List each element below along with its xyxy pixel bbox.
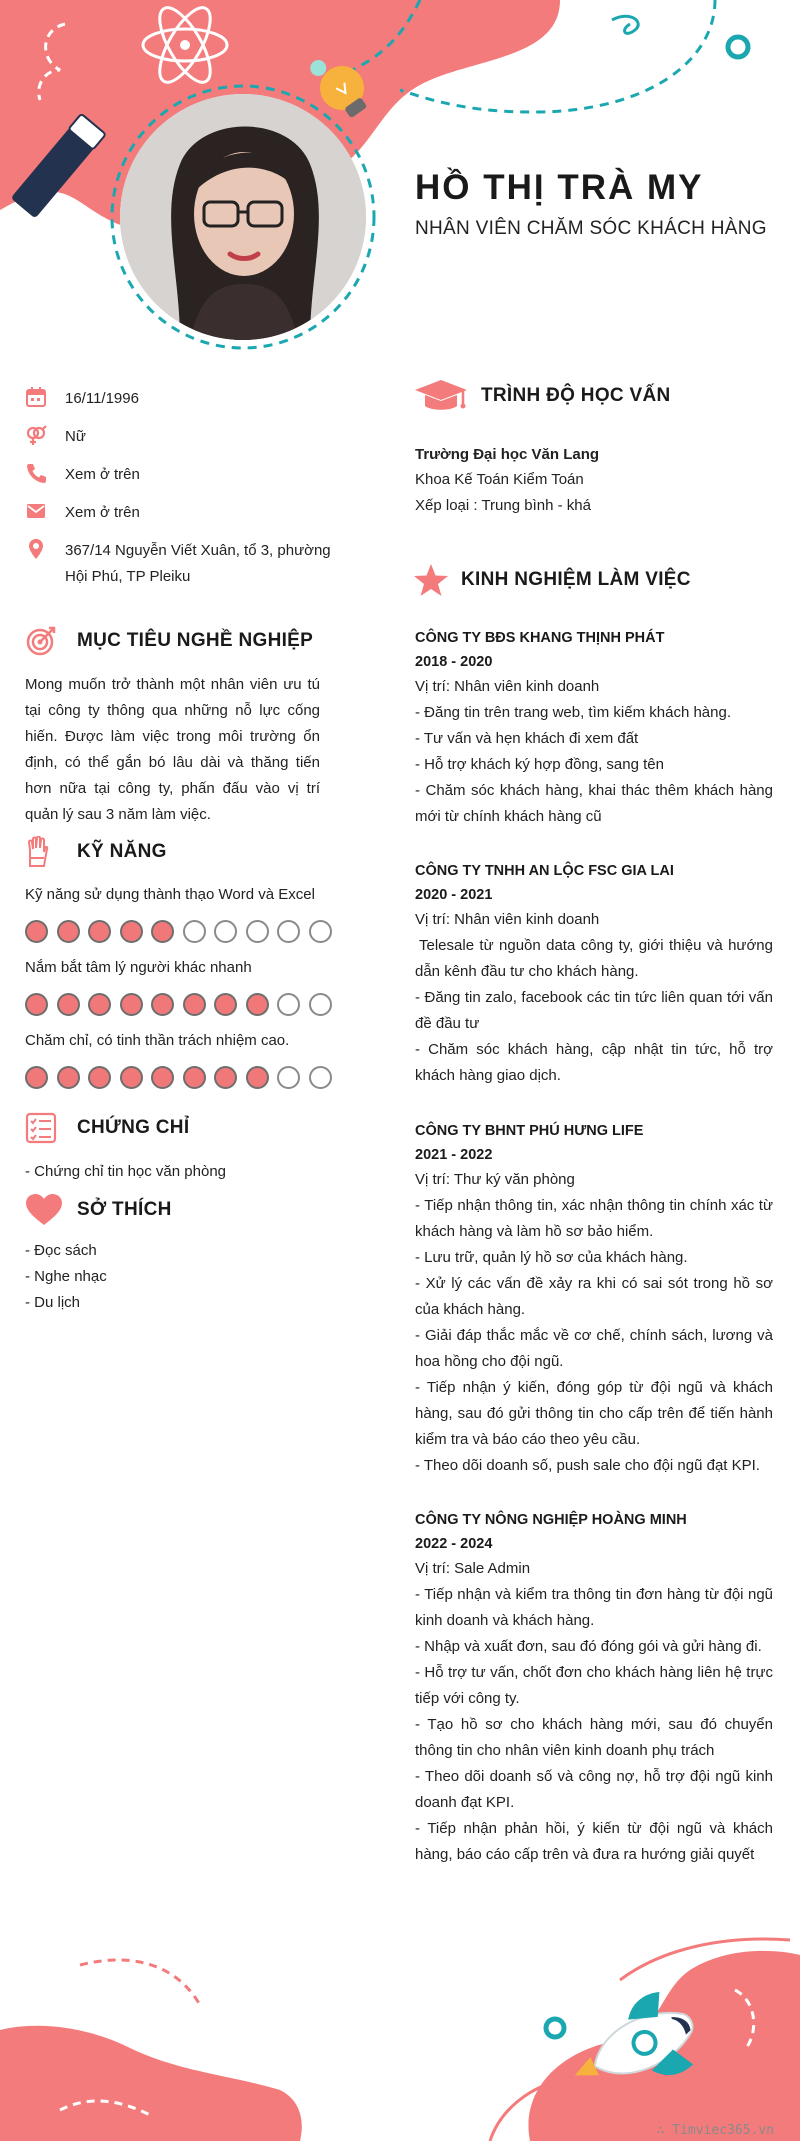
contact-birthday [25,386,335,412]
rating-dot-filled [183,993,206,1016]
skill-rating-2 [25,993,340,1016]
location-icon [25,538,47,560]
job-task: - Đăng tin zalo, facebook các tin tức liên quan tới vấn đề đầu tư [415,989,773,1032]
certificates-heading-text: CHỨNG CHỈ [77,1117,190,1138]
job-task: Telesale từ nguồn data công ty, giới thiệu và hướng dẫn kênh đầu tư cho khách hàng. [415,937,773,980]
watermark-text: Timviec365.vn [672,2123,774,2138]
rating-dot-filled [151,1066,174,1089]
experience-heading-text: KINH NGHIỆM LÀM VIỆC [461,569,691,590]
objective-text: Mong muốn trở thành một nhân viên ưu tú tại công ty thông qua những nỗ lực cống hiến. Được làm việc trong môi trường ổn định, có thể gắn bó lâu dài và thăng tiến hơn nữa tại công ty, phấn đấu vào vị trí quản lý sau 3 năm làm việc. [25,676,320,823]
checklist-icon [25,1112,57,1144]
skill-label-1: Kỹ năng sử dụng thành thạo Word và Excel [25,886,315,903]
education-grade: Xếp loại : Trung bình - khá [415,497,591,514]
rating-dot-filled [120,993,143,1016]
rating-dot-empty [183,920,206,943]
skill-rating-3 [25,1066,340,1089]
job-task: - Tiếp nhận và kiểm tra thông tin đơn hàng từ đội ngũ kinh doanh và khách hàng. [415,1586,773,1629]
job-task: - Hỗ trợ khách ký hợp đồng, sang tên [415,756,664,773]
job-position: Vị trí: Nhân viên kinh doanh [415,911,600,928]
job-task: - Tư vấn và hẹn khách đi xem đất [415,730,639,747]
skill-rating-1 [25,920,340,943]
rating-dot-empty [277,1066,300,1089]
rating-dot-filled [214,993,237,1016]
job-task: - Theo dõi doanh số và công nợ, hỗ trợ đội ngũ kinh doanh đạt KPI. [415,1768,773,1811]
job-position: Vị trí: Sale Admin [415,1560,531,1577]
hobbies-heading [25,1193,172,1227]
certificates-list [25,1159,226,1185]
hobbies-list [25,1238,107,1316]
experience-heading [413,563,691,597]
objective-heading-text: MỤC TIÊU NGHỀ NGHIỆP [77,630,314,651]
hobby-item: - Nghe nhạc [25,1268,107,1285]
job-entry-4 [415,1508,773,1868]
rating-dot-filled [214,1066,237,1089]
education-heading-text: TRÌNH ĐỘ HỌC VẤN [481,385,671,406]
rating-dot-filled [246,1066,269,1089]
skill-label-2: Nắm bắt tâm lý người khác nhanh [25,959,252,976]
rating-dot-filled [88,1066,111,1089]
contact-phone [25,462,335,488]
target-icon [25,625,57,657]
star-icon [413,563,449,597]
rating-dot-empty [309,1066,332,1089]
rating-dot-filled [183,1066,206,1089]
job-task: - Tiếp nhận phản hồi, ý kiến từ đội ngũ và khách hàng, báo cáo cấp trên và đưa ra hướng giải quyết [415,1820,773,1863]
skills-heading-text: KỸ NĂNG [77,841,167,862]
skill-label-3: Chăm chỉ, có tinh thần trách nhiệm cao. [25,1032,290,1049]
email-value: Xem ở trên [65,504,140,521]
hobby-item: - Đọc sách [25,1242,97,1259]
job-task: - Chăm sóc khách hàng, khai thác thêm khách hàng mới từ chính khách hàng cũ [415,782,773,825]
contact-address [25,538,335,590]
certificates-heading [25,1112,189,1144]
job-task: - Xử lý các vấn đề xảy ra khi có sai sót trong hồ sơ của khách hàng. [415,1275,773,1318]
job-task: - Nhập và xuất đơn, sau đó đóng gói và gửi hàng đi. [415,1638,762,1655]
job-task: - Chăm sóc khách hàng, cập nhật tin tức, hỗ trợ khách hàng giao dịch. [415,1041,773,1084]
rating-dot-filled [120,1066,143,1089]
avatar [120,94,366,340]
job-task: - Giải đáp thắc mắc về cơ chế, chính sách, lương và hoa hồng cho đội ngũ. [415,1327,773,1370]
education-major: Khoa Kế Toán Kiểm Toán [415,471,584,488]
hand-icon [25,836,49,868]
rating-dot-filled [246,993,269,1016]
contact-email [25,500,335,526]
hobby-item: - Du lịch [25,1294,81,1311]
rating-dot-empty [246,920,269,943]
certificate-item: - Chứng chỉ tin học văn phòng [25,1163,226,1180]
job-position: Vị trí: Thư ký văn phòng [415,1171,575,1188]
job-period: 2020 - 2021 [415,887,493,903]
phone-icon [25,462,47,484]
job-period: 2022 - 2024 [415,1536,493,1552]
candidate-name: HỒ THỊ TRÀ MY [415,168,704,207]
gender-icon [25,424,47,446]
rating-dot-filled [88,920,111,943]
rating-dot-filled [25,1066,48,1089]
job-company: CÔNG TY BHNT PHÚ HƯNG LIFE [415,1123,644,1139]
job-task: - Hỗ trợ tư vấn, chốt đơn cho khách hàng liên hệ trực tiếp với công ty. [415,1664,773,1707]
job-entry-1 [415,626,773,830]
rating-dot-filled [88,993,111,1016]
watermark [657,2123,774,2138]
job-task: - Đăng tin trên trang web, tìm kiếm khách hàng. [415,704,731,721]
portrait-illustration [120,94,366,340]
phone-value: Xem ở trên [65,466,140,483]
job-entry-3 [415,1119,773,1479]
rating-dot-filled [120,920,143,943]
job-task: - Tiếp nhận thông tin, xác nhận thông tin chính xác từ khách hàng và làm hồ sơ bảo hiểm. [415,1197,773,1240]
rating-dot-filled [57,1066,80,1089]
calendar-icon [25,386,47,408]
rating-dot-filled [25,993,48,1016]
mail-icon [25,500,47,522]
footer-decoration [0,1910,800,2141]
birthday-value: 16/11/1996 [65,390,139,407]
candidate-title: NHÂN VIÊN CHĂM SÓC KHÁCH HÀNG [415,218,767,239]
gender-value: Nữ [65,428,86,445]
address-value: 367/14 Nguyễn Viết Xuân, tổ 3, phường Hội Phú, TP Pleiku [65,542,331,585]
rating-dot-filled [151,920,174,943]
graduation-cap-icon [413,378,469,414]
hobbies-heading-text: SỞ THÍCH [77,1199,172,1220]
job-period: 2018 - 2020 [415,654,493,670]
job-company: CÔNG TY TNHH AN LỘC FSC GIA LAI [415,863,674,879]
rating-dot-filled [57,993,80,1016]
rating-dot-filled [25,920,48,943]
education-school: Trường Đại học Văn Lang [415,446,600,463]
rating-dot-empty [214,920,237,943]
watermark-icon: ∴ [656,2123,673,2138]
job-company: CÔNG TY NÔNG NGHIỆP HOÀNG MINH [415,1512,687,1528]
job-entry-2 [415,859,773,1089]
rating-dot-empty [309,920,332,943]
rating-dot-empty [277,920,300,943]
heart-icon [25,1193,63,1227]
job-company: CÔNG TY BĐS KHANG THỊNH PHÁT [415,630,665,646]
job-task: - Theo dõi doanh số, push sale cho đội ngũ đạt KPI. [415,1457,760,1474]
job-task: - Lưu trữ, quản lý hồ sơ của khách hàng. [415,1249,688,1266]
contact-gender [25,424,335,450]
rating-dot-empty [309,993,332,1016]
job-task: - Tạo hồ sơ cho khách hàng mới, sau đó chuyển thông tin cho nhân viên kinh doanh phụ trách [415,1716,773,1759]
job-position: Vị trí: Nhân viên kinh doanh [415,678,600,695]
profile-photo-frame [112,86,374,348]
objective-heading [25,625,313,657]
education-heading [413,378,671,414]
rating-dot-empty [277,993,300,1016]
skills-heading [25,836,167,868]
rating-dot-filled [151,993,174,1016]
rating-dot-filled [57,920,80,943]
job-task: - Tiếp nhận ý kiến, đóng góp từ đội ngũ và khách hàng, sau đó gửi thông tin cho cấp trên để tiến hành kiểm tra và báo cáo theo yêu cầu. [415,1379,773,1448]
job-period: 2021 - 2022 [415,1147,493,1163]
